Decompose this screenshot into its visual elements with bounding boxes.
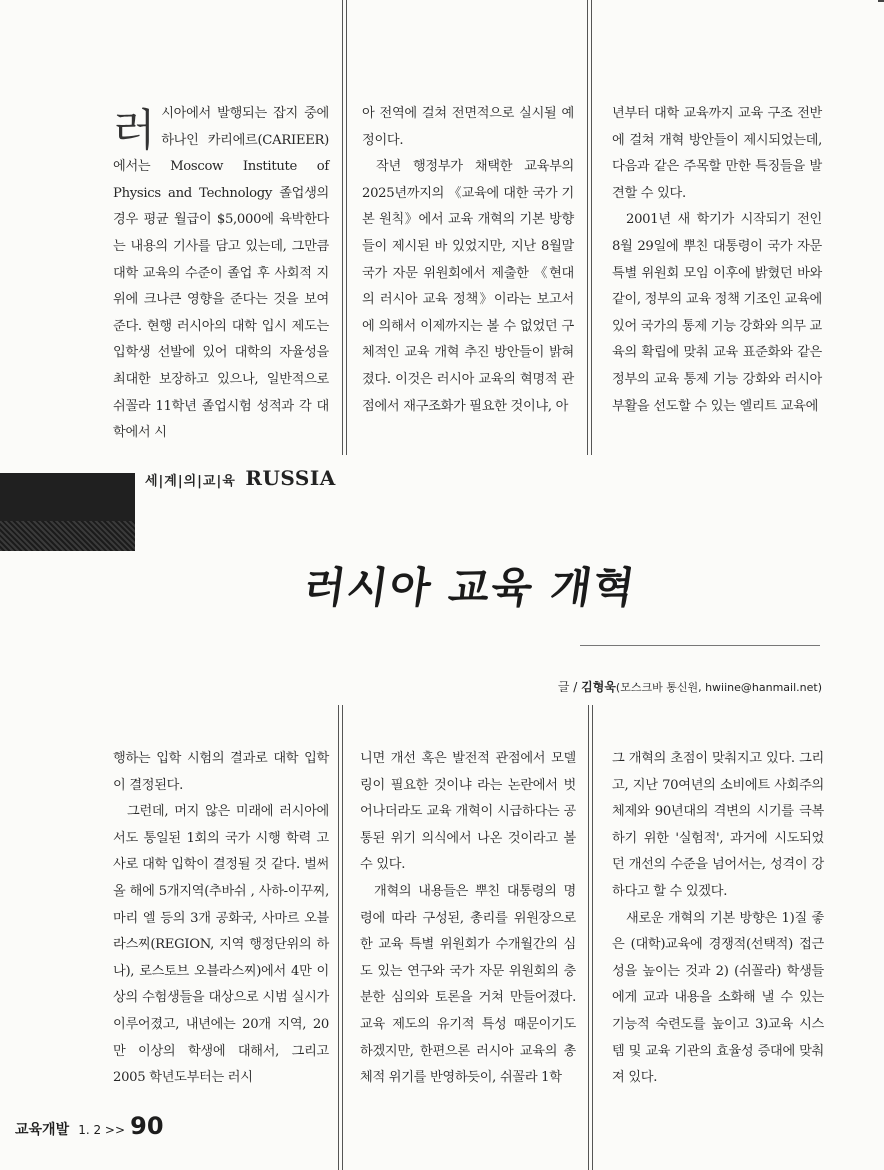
- bottom-col2-p2: 개혁의 내용들은 뿌친 대통령의 명령에 따라 구성된, 총리를 위원장으로 한 교육 특별 위원회가 수개월간의 심도 있는 연구와 국가 자문 위원회의 충분한 심의와 토론을 거쳐 만들어졌다. 교육 제도의 유기적 특성 때문이기도 하겠지만, 한편으론 러시아 교육의 총체적 위기를 반영하듯이, 쉬꼴라 1학: [360, 883, 576, 1086]
- section-label: [145, 466, 336, 490]
- column-rule: [591, 0, 592, 455]
- bottom-column-2: [360, 746, 576, 1092]
- bottom-col3-p1: 그 개혁의 초점이 맞춰지고 있다. 그리고, 지난 70여년의 소비에트 사회주의 체제와 90년대의 격변의 시기를 극복하기 위한 '실험적', 과거에 시도되었던 개선의 수준을 넘어서는, 성격이 강하다고 할 수 있겠다.: [612, 751, 824, 899]
- bottom-column-3: [612, 746, 824, 1092]
- bottom-col2-p1: 니면 개선 혹은 발전적 관점에서 모델링이 필요한 것이냐 라는 논란에서 벗어나더라도 교육 개혁이 시급하다는 공통된 위기 의식에서 나온 것이라고 볼 수 있다.: [360, 751, 576, 873]
- top-col2-p2: 작년 행정부가 채택한 교육부의 2025년까지의 《교육에 대한 국가 기본 원칙》에서 교육 개혁의 기본 방향들이 제시된 바 있었지만, 지난 8월말 국가 자문 위원회에서 제출한 《현대의 러시아 교육 정책》이라는 보고서에 의해서 이제까지는 볼 수 없었던 구체적인 교육 개혁 추진 방안들이 밝혀졌다. 이것은 러시아 교육의 혁명적 관점에서 재구조화가 필요한 것이냐, 아: [362, 159, 574, 414]
- magazine-name: 교육개발: [15, 1122, 70, 1138]
- issue-number: 1. 2 >>: [78, 1123, 126, 1137]
- column-rule: [587, 0, 588, 455]
- top-col3-p1: 년부터 대학 교육까지 교육 구조 전반에 걸쳐 개혁 방안들이 제시되었는데, 다음과 같은 주목할 만한 특징들을 발견할 수 있다.: [612, 106, 822, 201]
- bottom-column-1: [113, 746, 329, 1092]
- byline-prefix: 글 /: [557, 680, 578, 694]
- top-column-1: [113, 101, 329, 447]
- halftone-pattern: [0, 521, 135, 551]
- top-column-3: [612, 101, 822, 420]
- top-col1-text: 시아에서 발행되는 잡지 중에 하나인 카리에르(CARIEER)에서는 Moscow Institute of Physics and Technology 졸업생의 경우 평균 월급이 $5,000에 육박한다는 내용의 기사를 담고 있는데, 그만큼 대학 교육의 수준이 졸업 후 사회적 지위에 크나큰 영향을 준다는 것을 보여준다. 현행 러시아의 대학 입시 제도는 입학생 선발에 있어 대학의 자율성을 최대한 보장하고 있으나, 일반적으로 쉬꼴라 11학년 졸업시험 성적과 각 대학에서 시: [113, 106, 329, 441]
- page-footer: [15, 1112, 164, 1140]
- section-label-korean: 세|계|의|교|육: [145, 474, 236, 489]
- byline-author: 김형욱: [581, 680, 616, 694]
- byline: [558, 678, 822, 695]
- bottom-col3-p2: 새로운 개혁의 기본 방향은 1)질 좋은 (대학)교육에 경쟁적(선택적) 접근성을 높이는 것과 2) (쉬꼴라) 학생들에게 교과 내용을 소화해 낼 수 있는 기능적 숙련도를 높이고 3)교육 시스템 및 교육 기관의 효율성 증대에 맞춰져 있다.: [612, 910, 824, 1086]
- column-rule: [342, 0, 343, 455]
- column-rule: [338, 705, 339, 1170]
- drop-cap: 러: [113, 105, 156, 156]
- top-column-2: [362, 101, 574, 420]
- column-rule: [342, 705, 343, 1170]
- title-divider: [580, 645, 820, 646]
- column-rule: [588, 705, 589, 1170]
- top-col3-p2: 2001년 새 학기가 시작되기 전인 8월 29일에 뿌친 대통령이 국가 자문 특별 위원회 모임 이후에 밝혔던 바와 같이, 정부의 교육 정책 기조인 교육에 있어 국가의 통제 기능 강화와 의무 교육의 확립에 맞춰 교육 표준화와 같은 정부의 교육 통제 기능 강화와 러시아 부활을 선도할 수 있는 엘리트 교육에: [612, 212, 822, 414]
- top-col1-paragraph: [113, 101, 329, 447]
- byline-affiliation: (모스크바 통신원, hwiine@hanmail.net): [615, 681, 822, 694]
- article-title: 러시아 교육 개혁: [301, 563, 640, 612]
- corner-mark: [878, 0, 884, 2]
- top-col2-p1: 아 전역에 걸쳐 전면적으로 실시될 예정이다.: [362, 106, 574, 148]
- column-rule: [592, 705, 593, 1170]
- page-number: 90: [130, 1112, 164, 1140]
- bottom-col1-p2: 그런데, 머지 않은 미래에 러시아에서도 통일된 1회의 국가 시행 학력 고사로 대학 입학이 결정될 것 같다. 벌써 올 해에 5개지역(추바쉬 , 사하-이꾸찌, 마리 엘 등의 3개 공화국, 사마르 오블라스찌(REGION, 지역 행정단위의 하나), 로스토브 오블라스찌)에서 4만 이상의 수험생들을 대상으로 시범 실시가 이루어졌고, 내년에는 20개 지역, 20만 이상의 학생에 대해서, 그리고 2005 학년도부터는 러시: [113, 804, 329, 1086]
- column-rule: [346, 0, 347, 455]
- section-label-english: RUSSIA: [245, 466, 336, 490]
- section-side-block: [0, 473, 135, 551]
- bottom-col1-p1: 행하는 입학 시험의 결과로 대학 입학이 결정된다.: [113, 751, 329, 793]
